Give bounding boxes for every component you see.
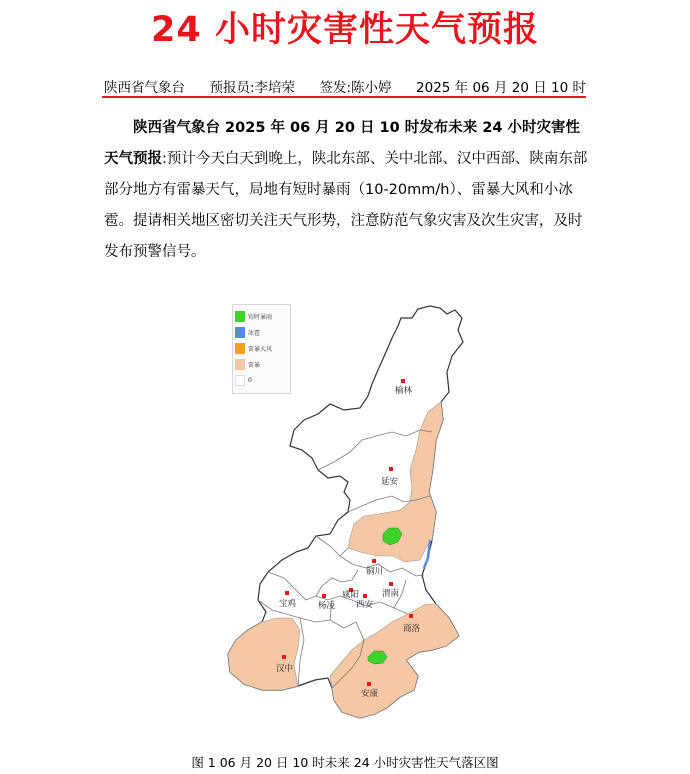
legend-item <box>235 373 252 387</box>
city-label: 咸阳 <box>342 590 360 600</box>
map-legend <box>232 304 291 394</box>
city-label: 渭南 <box>382 589 400 599</box>
city-xianyang <box>342 588 359 600</box>
legend-swatch <box>235 327 245 338</box>
city-label: 西安 <box>356 600 374 610</box>
legend-item <box>235 309 272 323</box>
city-label: 商洛 <box>403 624 421 634</box>
figure-caption: 图 1 06 月 20 日 10 时未来 24 小时灾害性天气落区图 <box>191 755 499 770</box>
legend-label: 短时暴雨 <box>248 313 273 321</box>
forecast-body: :预计今天白天到晚上，陕北东部、关中北部、汉中西部、陕南东部部分地方有雷暴天气，局地有短时暴雨（10-20mm/h）、雷暴大风和小冰雹。提请相关地区密切关注天气形势，注意防范气象灾害及次生灾害，及时发布预警信号。 <box>104 151 588 260</box>
legend-label: 雷暴 <box>248 361 261 369</box>
city-label: 安康 <box>361 689 379 699</box>
page-title: 24 小时灾害性天气预报 <box>151 10 539 50</box>
legend-label: 0 <box>248 376 252 384</box>
legend-item <box>235 325 260 339</box>
legend-swatch <box>235 359 245 370</box>
legend-item <box>235 357 260 371</box>
forecast-lead: 陕西省气象台 2025 年 06 月 20 日 10 时发布未来 24 小时灾害性天气预报 <box>104 120 581 167</box>
issue-time: 2025 年 06 月 20 日 10 时 <box>416 80 586 96</box>
signer: 签发:陈小婷 <box>319 80 392 96</box>
legend-swatch <box>235 343 245 354</box>
thunder-area-hanzhong <box>228 618 300 690</box>
city-label: 宝鸡 <box>279 599 297 609</box>
city-label: 延安 <box>381 477 399 487</box>
city-label: 铜川 <box>366 567 384 577</box>
legend-swatch <box>235 311 245 322</box>
legend-item <box>235 341 272 355</box>
forecaster: 预报员:李培荣 <box>209 80 296 96</box>
city-label: 榆林 <box>395 386 413 396</box>
city-label: 汉中 <box>276 664 294 674</box>
legend-label: 冰雹 <box>248 329 261 337</box>
legend-label: 雷暴大风 <box>248 345 273 353</box>
legend-swatch <box>235 375 245 386</box>
city-label: 杨凌 <box>318 601 336 611</box>
issuer: 陕西省气象台 <box>104 80 185 96</box>
